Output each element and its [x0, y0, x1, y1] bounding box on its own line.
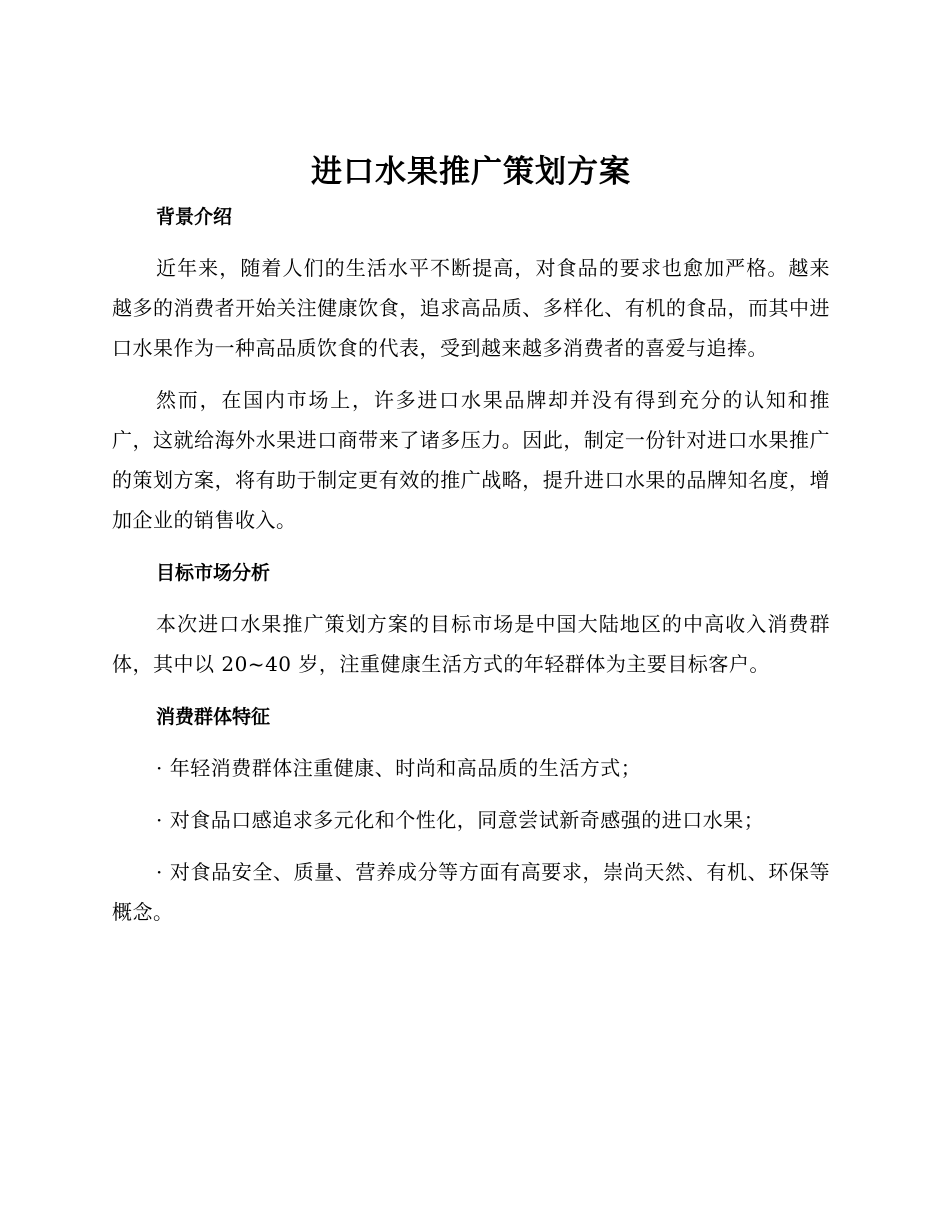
list-item: · 对食品口感追求多元化和个性化，同意尝试新奇感强的进口水果；	[156, 808, 765, 832]
document-title: 进口水果推广策划方案	[311, 154, 631, 190]
document-page	[112, 150, 830, 944]
section-heading-target-market: 目标市场分析	[156, 562, 271, 584]
section-heading-consumer-traits: 消费群体特征	[156, 706, 271, 728]
section-heading-background: 背景介绍	[156, 206, 233, 228]
list-item: · 对食品安全、质量、营养成分等方面有高要求，崇尚天然、有机、环保等概念。	[112, 860, 830, 924]
paragraph: 本次进口水果推广策划方案的目标市场是中国大陆地区的中高收入消费群体，其中以 20~40 岁，注重健康生活方式的年轻群体为主要目标客户。	[112, 612, 830, 676]
paragraph: 近年来，随着人们的生活水平不断提高，对食品的要求也愈加严格。越来越多的消费者开始关注健康饮食，追求高品质、多样化、有机的食品，而其中进口水果作为一种高品质饮食的代表，受到越来越多消费者的喜爱与追捧。	[112, 256, 830, 360]
paragraph: 然而，在国内市场上，许多进口水果品牌却并没有得到充分的认知和推广，这就给海外水果进口商带来了诸多压力。因此，制定一份针对进口水果推广的策划方案，将有助于制定更有效的推广战略，提升进口水果的品牌知名度，增加企业的销售收入。	[112, 388, 830, 532]
list-item: · 年轻消费群体注重健康、时尚和高品质的生活方式；	[156, 756, 642, 780]
